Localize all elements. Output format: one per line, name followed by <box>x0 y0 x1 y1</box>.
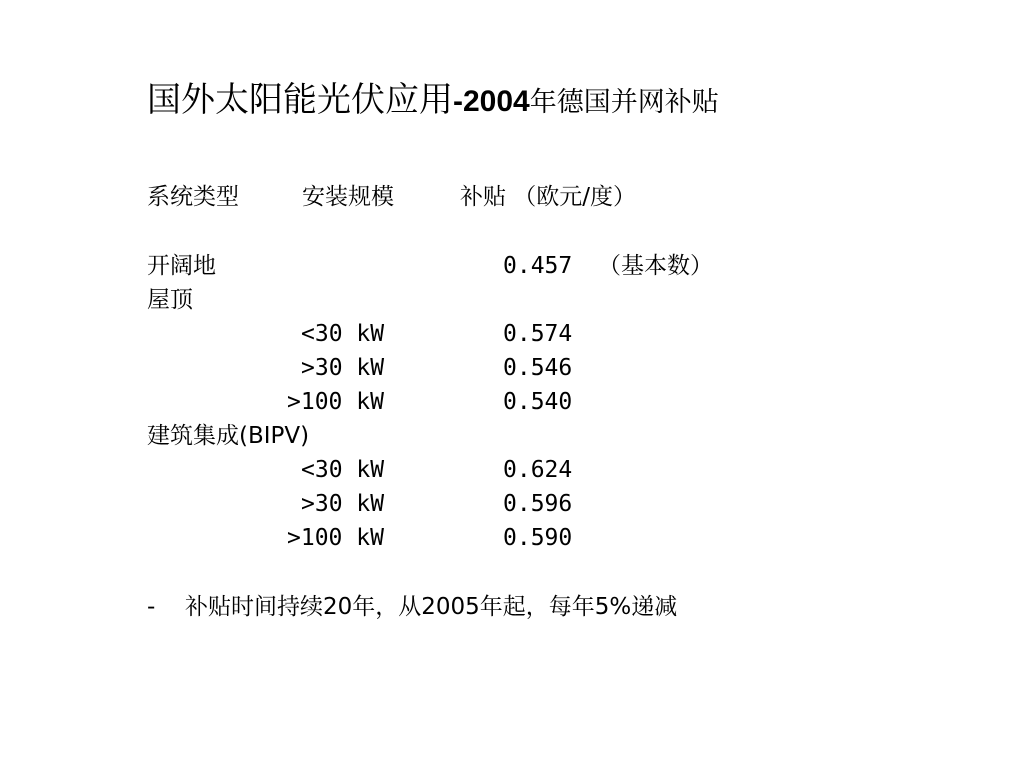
title-main: 国外太阳能光伏应用 <box>147 80 453 120</box>
row-scale: <30 kW <box>301 457 385 483</box>
row-scale: >30 kW <box>301 355 385 381</box>
footnote <box>147 590 677 624</box>
row-value: 0.596 <box>503 491 573 517</box>
row-value: 0.590 <box>503 525 573 551</box>
row-scale: >100 kW <box>287 389 384 415</box>
table-row <box>0 419 1024 453</box>
row-scale: <30 kW <box>301 321 385 347</box>
table-row <box>0 317 1024 351</box>
row-value: 0.624 <box>503 457 573 483</box>
row-value: 0.540 <box>503 389 573 415</box>
title-year: -2004 <box>453 85 530 118</box>
row-type: 屋顶 <box>147 287 193 313</box>
row-scale: >100 kW <box>287 525 384 551</box>
table-row <box>0 453 1024 487</box>
title-sub: 年德国并网补贴 <box>529 87 719 118</box>
footnote-text: 补贴时间持续20年，从2005年起，每年5%递减 <box>185 594 678 620</box>
header-system-type: 系统类型 <box>147 184 239 210</box>
table-row <box>0 521 1024 555</box>
header-subsidy: 补贴 （欧元/度） <box>460 184 637 210</box>
row-type: 开阔地 <box>147 253 216 279</box>
row-value: 0.546 <box>503 355 573 381</box>
table-row <box>0 283 1024 317</box>
row-value: 0.574 <box>503 321 573 347</box>
row-value: 0.457 <box>503 253 573 279</box>
table-header <box>0 180 1024 214</box>
header-install-scale: 安装规模 <box>302 184 394 210</box>
row-note: （基本数） <box>598 253 713 279</box>
table-row <box>0 249 1024 283</box>
slide-title <box>147 78 719 125</box>
table-row <box>0 487 1024 521</box>
row-scale: >30 kW <box>301 491 385 517</box>
footnote-dash: - <box>147 594 156 620</box>
row-type: 建筑集成(BIPV) <box>147 423 310 449</box>
table-row <box>0 351 1024 385</box>
table-row <box>0 385 1024 419</box>
